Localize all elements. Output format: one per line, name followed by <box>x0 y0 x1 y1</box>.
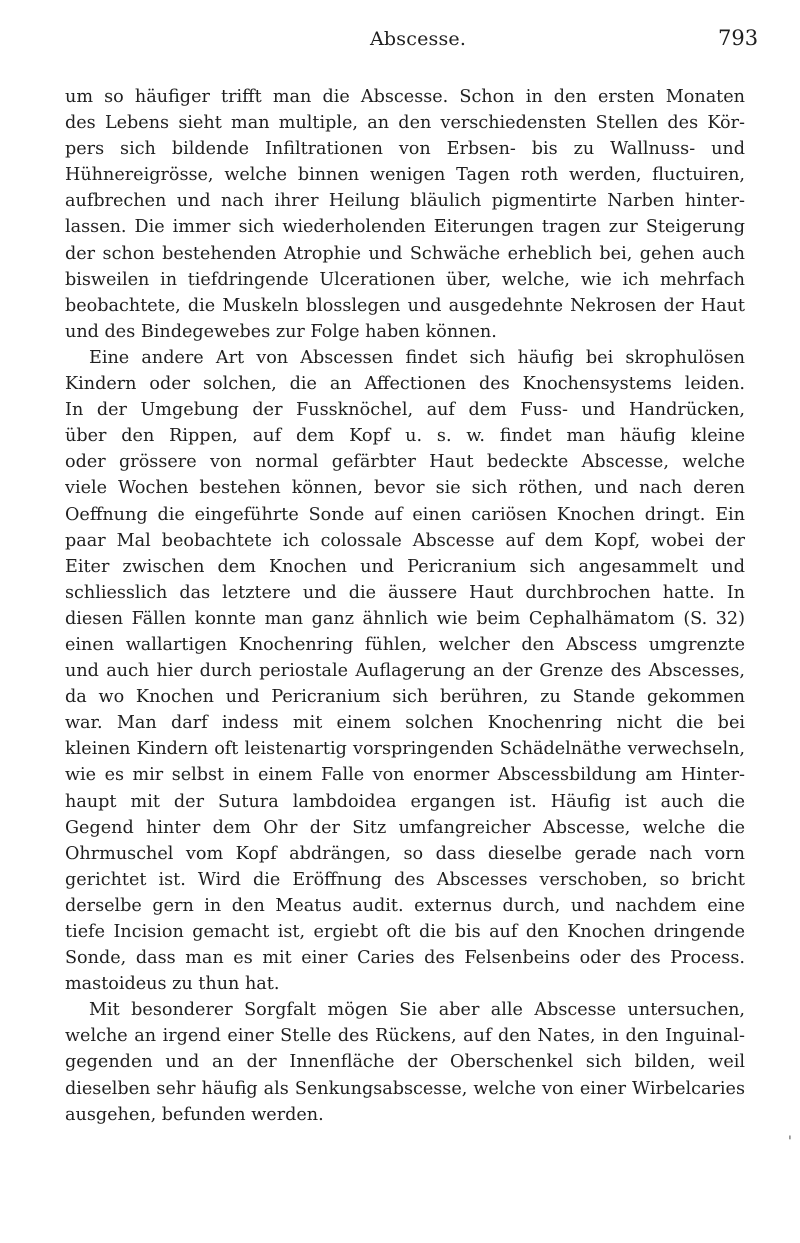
text-line: und des Bindegewebes zur Folge haben können. <box>65 321 497 342</box>
text-line: In der Umgebung der Fussknöchel, auf dem Fuss- und Handrücken, <box>65 400 745 421</box>
text-line: welche an irgend einer Stelle des Rückens, auf den Nates, in den Inguinal- <box>65 1026 745 1047</box>
text-line: beobachtete, die Muskeln blosslegen und ausgedehnte Nekrosen der Haut <box>65 295 745 316</box>
text-line: gerichtet ist. Wird die Eröffnung des Abscesses verschoben, so bricht <box>65 869 745 890</box>
text-line: mastoideus zu thun hat. <box>65 974 280 995</box>
text-line: Oeffnung die eingeführte Sonde auf einen cariösen Knochen dringt. Ein <box>65 504 745 525</box>
text-line: pers sich bildende Infiltrationen von Erbsen- bis zu Wallnuss- und <box>65 139 745 160</box>
text-line: da wo Knochen und Pericranium sich berühren, zu Stande gekommen <box>65 687 745 708</box>
paragraph-1 <box>65 84 745 345</box>
text-line: ausgehen, befunden werden. <box>65 1104 324 1125</box>
text-line: und auch hier durch periostale Auflagerung an der Grenze des Abscesses, <box>65 661 745 682</box>
text-line: lassen. Die immer sich wiederholenden Eiterungen tragen zur Steigerung <box>65 217 745 238</box>
paragraph-3 <box>65 997 745 1127</box>
text-line: kleinen Kindern oft leistenartig vorspringenden Schädelnäthe verwechseln, <box>65 739 745 760</box>
paragraph-2 <box>65 345 745 997</box>
text-line: einen wallartigen Knochenring fühlen, welcher den Abscess umgrenzte <box>65 634 745 655</box>
body-text <box>65 84 745 1128</box>
margin-mark: ' <box>788 1134 792 1150</box>
text-line: Eiter zwischen dem Knochen und Pericranium sich angesammelt und <box>65 556 745 577</box>
text-line: Gegend hinter dem Ohr der Sitz umfangreicher Abscesse, welche die <box>65 817 745 838</box>
text-line: schliesslich das letztere und die äussere Haut durchbrochen hatte. In <box>65 582 745 603</box>
text-line: um so häufiger trifft man die Abscesse. Schon in den ersten Monaten <box>65 87 745 107</box>
text-line: diesen Fällen konnte man ganz ähnlich wie beim Cephalhämatom (S. 32) <box>65 608 745 629</box>
text-line: Mit besonderer Sorgfalt mögen Sie aber alle Abscesse untersuchen, <box>89 1000 745 1021</box>
text-line: Kindern oder solchen, die an Affectionen des Knochensystems leiden. <box>65 374 745 395</box>
text-line: aufbrechen und nach ihrer Heilung bläulich pigmentirte Narben hinter- <box>65 191 745 212</box>
running-head: Abscesse. <box>370 28 467 50</box>
text-line: gegenden und an der Innenfläche der Oberschenkel sich bilden, weil <box>65 1052 745 1073</box>
text-line: Hühnereigrösse, welche binnen wenigen Tagen roth werden, fluctuiren, <box>65 165 745 186</box>
text-line: oder grössere von normal gefärbter Haut bedeckte Abscesse, welche <box>65 452 745 473</box>
text-line: der schon bestehenden Atrophie und Schwäche erheblich bei, gehen auch <box>65 243 745 264</box>
text-line: derselbe gern in den Meatus audit. externus durch, und nachdem eine <box>65 895 745 916</box>
text-line: war. Man darf indess mit einem solchen Knochenring nicht die bei <box>65 713 745 734</box>
text-line: haupt mit der Sutura lambdoidea ergangen ist. Häufig ist auch die <box>65 791 745 812</box>
text-line: viele Wochen bestehen können, bevor sie sich röthen, und nach deren <box>65 478 745 499</box>
page-number: 793 <box>718 26 759 50</box>
text-line: Ohrmuschel vom Kopf abdrängen, so dass dieselbe gerade nach vorn <box>65 843 745 864</box>
text-line: dieselben sehr häufig als Senkungsabscesse, welche von einer Wirbelcaries <box>65 1078 745 1099</box>
page-header <box>0 28 800 52</box>
text-line: über den Rippen, auf dem Kopf u. s. w. findet man häufig kleine <box>65 426 745 447</box>
text-line: wie es mir selbst in einem Falle von enormer Abscessbildung am Hinter- <box>65 765 745 786</box>
text-line: paar Mal beobachtete ich colossale Abscesse auf dem Kopf, wobei der <box>65 530 745 551</box>
text-line: des Lebens sieht man multiple, an den verschiedensten Stellen des Kör- <box>65 113 745 134</box>
text-line: Eine andere Art von Abscessen findet sich häufig bei skrophulösen <box>89 347 745 368</box>
text-line: tiefe Incision gemacht ist, ergiebt oft die bis auf den Knochen dringende <box>65 922 745 942</box>
text-line: bisweilen in tiefdringende Ulcerationen über, welche, wie ich mehrfach <box>65 269 745 290</box>
text-line: Sonde, dass man es mit einer Caries des Felsenbeins oder des Process. <box>65 948 745 969</box>
